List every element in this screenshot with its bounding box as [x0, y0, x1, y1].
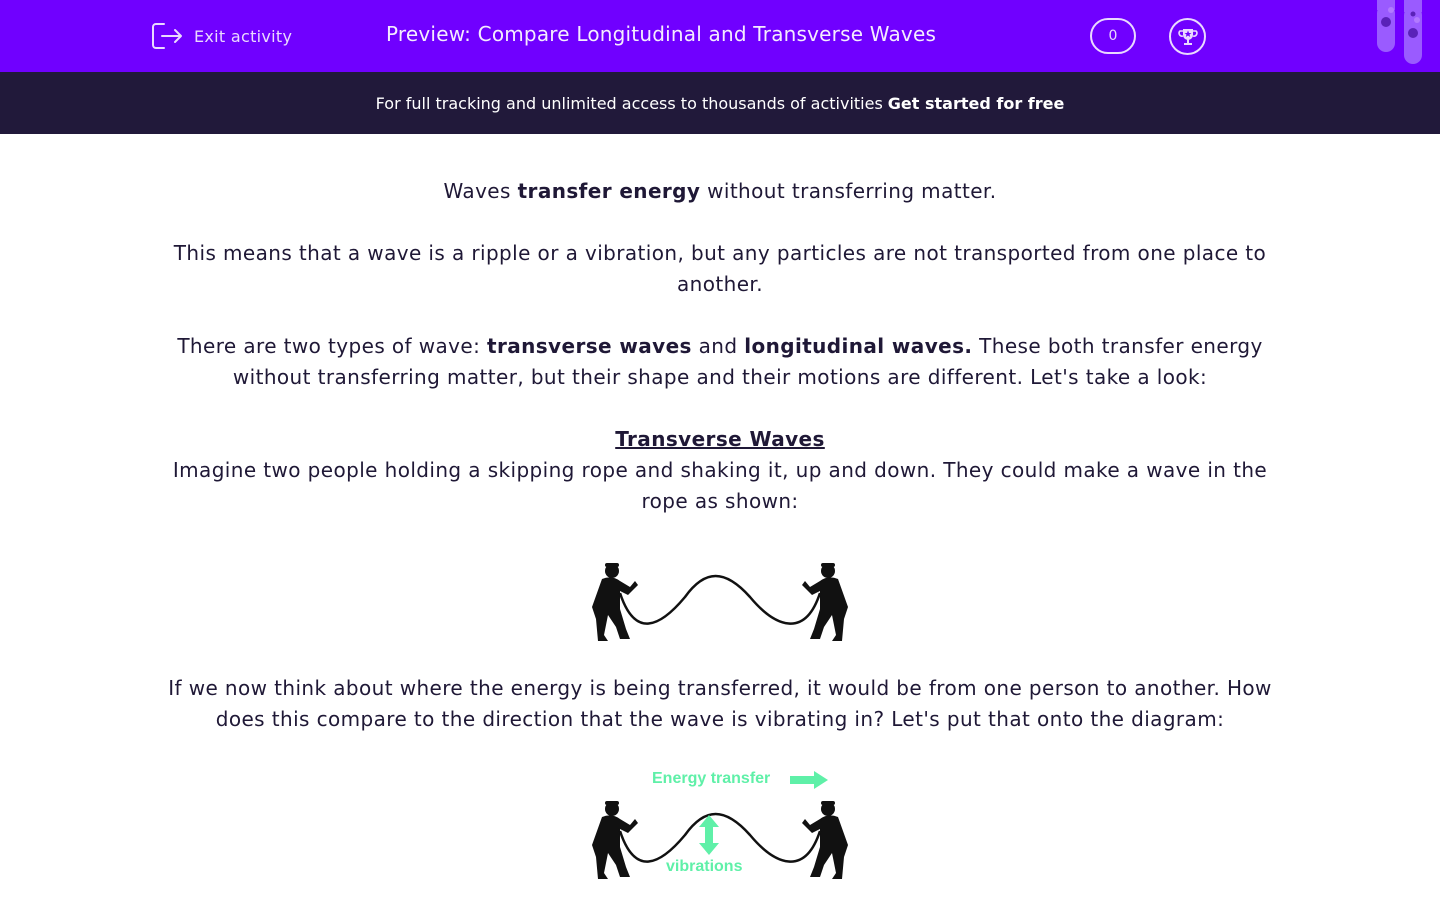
- score-badge: 0: [1090, 18, 1136, 54]
- double-arrow-icon: [699, 815, 719, 855]
- arrow-right-icon: [790, 771, 828, 789]
- banner-text: For full tracking and unlimited access to thousands of activities: [375, 93, 883, 113]
- explanation-paragraph: This means that a wave is a ripple or a vibration, but any particles are not transported from one place to another.: [173, 241, 1267, 296]
- intro-paragraph: Waves transfer energy without transferring matter.: [443, 179, 997, 203]
- rope-paragraph: Imagine two people holding a skipping rope and shaking it, up and down. They could make a wave in the rope as shown:: [172, 458, 1268, 513]
- lesson-content: [150, 176, 1290, 884]
- exit-activity-button[interactable]: [150, 20, 292, 52]
- top-bar: [0, 0, 1440, 72]
- trophy-button[interactable]: [1169, 18, 1206, 55]
- vibrations-label: vibrations: [666, 858, 743, 875]
- page-title: Preview: Compare Longitudinal and Transverse Waves: [386, 22, 937, 46]
- energy-paragraph: If we now think about where the energy is being transferred, it would be from one person to another. How does this compare to the direction that the wave is vibrating in? Let's put that onto the diagram:: [168, 676, 1272, 731]
- rope-wave-illustration: [590, 559, 850, 643]
- test-tubes-logo: [1372, 0, 1428, 66]
- energy-vibration-figure: [150, 769, 1290, 884]
- exit-label: Exit activity: [194, 26, 293, 46]
- energy-transfer-label: Energy transfer: [652, 770, 771, 787]
- section-heading: Transverse Waves: [615, 427, 825, 451]
- wave-types-paragraph: There are two types of wave: transverse waves and longitudinal waves. These both transfer energy without transferring matter, but their shape and their motions are different. Let's take a look:: [177, 334, 1263, 389]
- exit-icon: [150, 20, 184, 52]
- rope-wave-figure: [150, 559, 1290, 643]
- get-started-link[interactable]: Get started for free: [887, 93, 1065, 113]
- signup-banner: [0, 72, 1440, 134]
- trophy-icon: [1177, 26, 1199, 48]
